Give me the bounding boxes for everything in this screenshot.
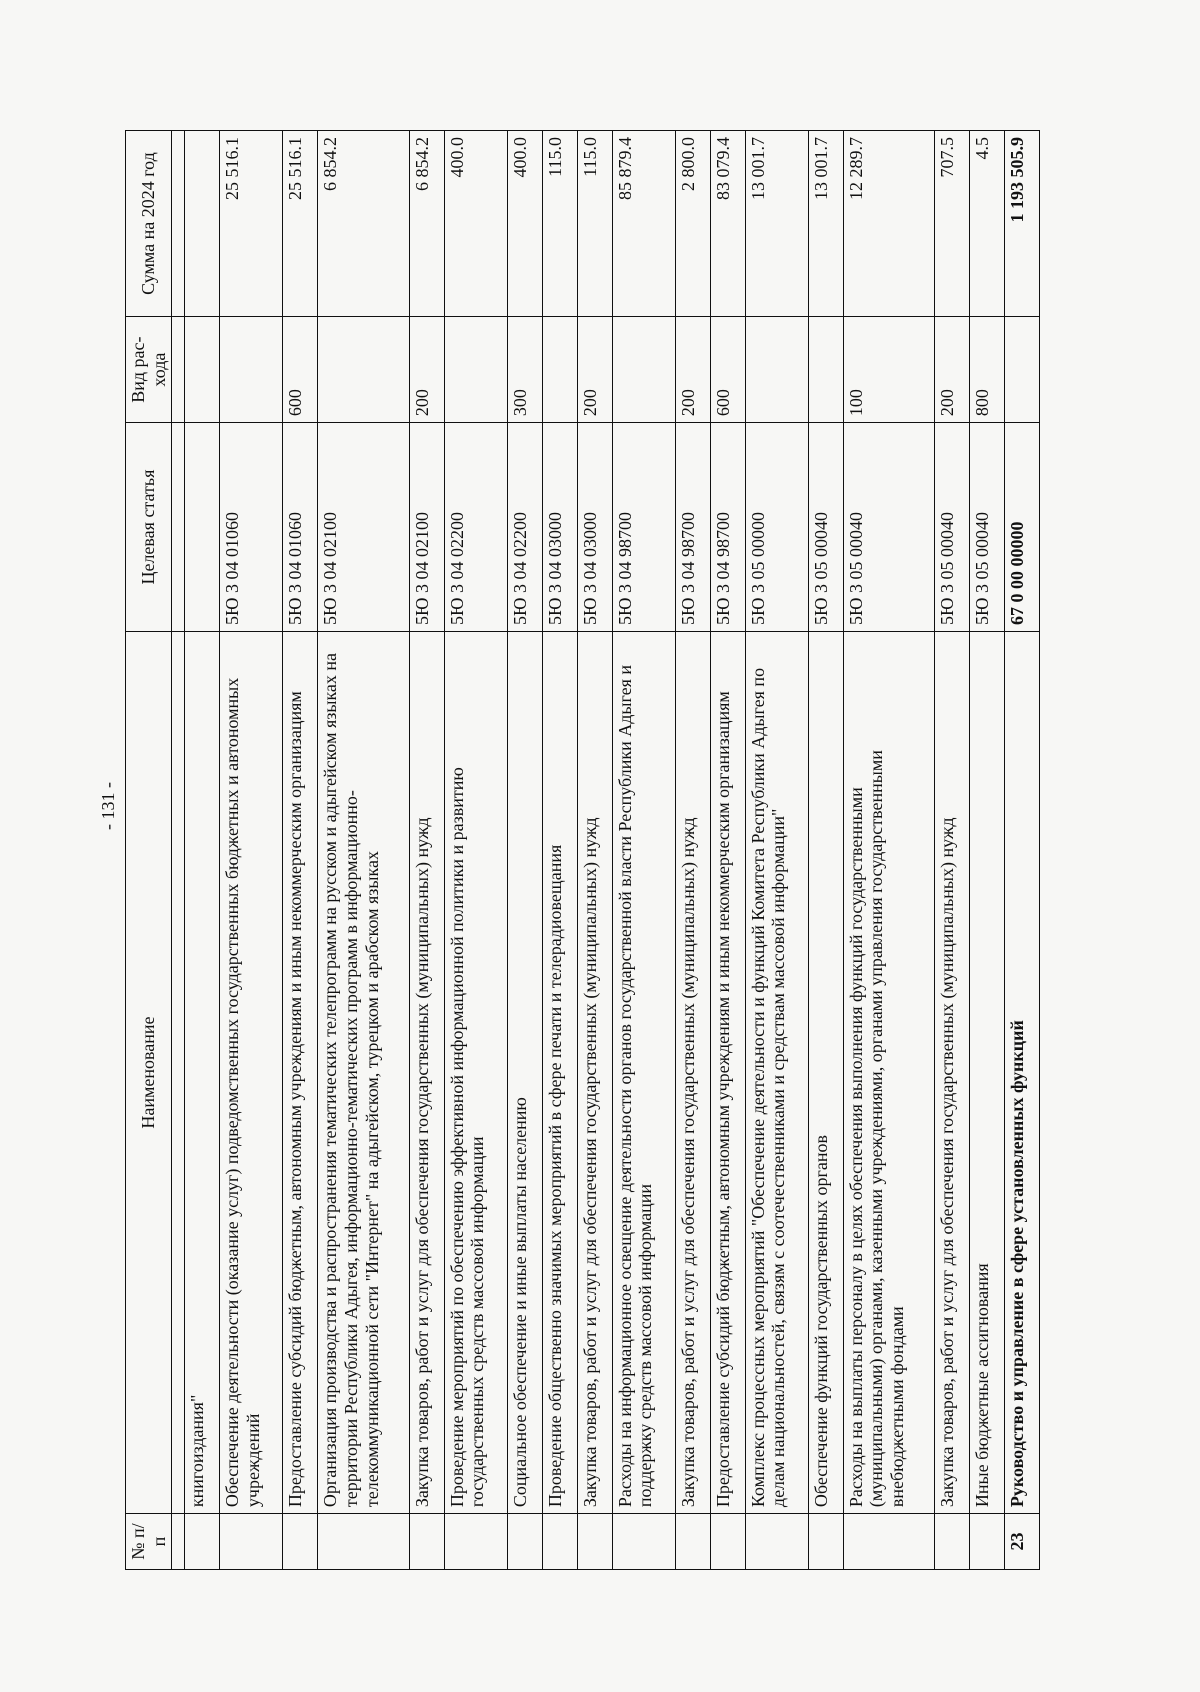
- row-number-cell: [843, 1514, 934, 1570]
- rotated-table-wrapper: [125, 130, 1040, 1570]
- code-cell: 5Ю 3 05 00040: [934, 423, 969, 632]
- code-cell: 5Ю 3 04 02200: [507, 423, 542, 632]
- row-number-cell: [220, 1514, 283, 1570]
- name-cell: Предоставление субсидий бюджетным, автономным учреждениям и иным некоммерческим организациям: [710, 631, 745, 1513]
- table-row: [220, 131, 283, 1570]
- header-type: Вид рас- хода: [126, 317, 172, 423]
- amount-cell: 400.0: [444, 131, 507, 317]
- row-number-cell: [283, 1514, 318, 1570]
- name-cell: Организация производства и распространения тематических телепрограмм на русском и адыгейском языках на территории Республики Адыгея, информационно-тематических программ в информационно-телекоммуникационной сети "Интернет" на адыгейском, турецком и арабском языках: [318, 631, 409, 1513]
- name-cell: Комплекс процессных мероприятий "Обеспечение деятельности и функций Комитета Республики Адыгея по делам национальностей, связям с соотечественниками и средствам массовой информации": [745, 631, 808, 1513]
- table-row: [745, 131, 808, 1570]
- table-row: [542, 131, 577, 1570]
- row-number-cell: 23: [1004, 1514, 1039, 1570]
- name-cell: Расходы на выплаты персоналу в целях обеспечения выполнения функций государственными (муниципальными) органами, казенными учреждениями, органами управления государственными внебюджетными фондами: [843, 631, 934, 1513]
- amount-cell: 115.0: [542, 131, 577, 317]
- code-cell: 5Ю 3 04 02100: [409, 423, 444, 632]
- type-cell: 800: [969, 317, 1004, 423]
- amount-cell: 6 854.2: [318, 131, 409, 317]
- name-cell: Предоставление субсидий бюджетным, автономным учреждениям и иным некоммерческим организациям: [283, 631, 318, 1513]
- row-number-cell: [444, 1514, 507, 1570]
- row-number-cell: [409, 1514, 444, 1570]
- table-row: [409, 131, 444, 1570]
- header-name: Наименование: [126, 631, 172, 1513]
- code-cell: 5Ю 3 05 00040: [969, 423, 1004, 632]
- code-cell: 5Ю 3 04 98700: [710, 423, 745, 632]
- table-row: [843, 131, 934, 1570]
- table-row: [934, 131, 969, 1570]
- header-no: № п/п: [126, 1514, 172, 1570]
- row-number-cell: [745, 1514, 808, 1570]
- table-row: [444, 131, 507, 1570]
- table-row: [710, 131, 745, 1570]
- type-cell: [745, 317, 808, 423]
- amount-cell: 25 516.1: [283, 131, 318, 317]
- row-number-cell: [934, 1514, 969, 1570]
- table-row: [969, 131, 1004, 1570]
- name-cell: Обеспечение деятельности (оказание услуг) подведомственных государственных бюджетных и автономных учреждений: [220, 631, 283, 1513]
- name-cell: Руководство и управление в сфере установленных функций: [1004, 631, 1039, 1513]
- name-cell: Иные бюджетные ассигнования: [969, 631, 1004, 1513]
- name-cell: Закупка товаров, работ и услуг для обеспечения государственных (муниципальных) нужд: [409, 631, 444, 1513]
- name-cell: Социальное обеспечение и иные выплаты населению: [507, 631, 542, 1513]
- code-cell: 5Ю 3 04 98700: [612, 423, 675, 632]
- code-cell: 5Ю 3 04 01060: [220, 423, 283, 632]
- table-row: [577, 131, 612, 1570]
- page-number: - 131 -: [98, 782, 118, 830]
- table-row: [507, 131, 542, 1570]
- type-cell: [185, 317, 220, 423]
- name-cell: Закупка товаров, работ и услуг для обеспечения государственных (муниципальных) нужд: [675, 631, 710, 1513]
- amount-cell: 6 854.2: [409, 131, 444, 317]
- type-cell: [542, 317, 577, 423]
- type-cell: [612, 317, 675, 423]
- table-row: [283, 131, 318, 1570]
- amount-cell: 707.5: [934, 131, 969, 317]
- type-cell: 300: [507, 317, 542, 423]
- amount-cell: 85 879.4: [612, 131, 675, 317]
- amount-cell: [185, 131, 220, 317]
- code-cell: 5Ю 3 04 02100: [318, 423, 409, 632]
- row-number-cell: [542, 1514, 577, 1570]
- amount-cell: 400.0: [507, 131, 542, 317]
- table-header-row: [126, 131, 172, 1570]
- amount-cell: 2 800.0: [675, 131, 710, 317]
- type-cell: 600: [710, 317, 745, 423]
- row-number-cell: [612, 1514, 675, 1570]
- row-number-cell: [808, 1514, 843, 1570]
- amount-cell: 1 193 505.9: [1004, 131, 1039, 317]
- table-row: [185, 131, 220, 1570]
- row-number-cell: [577, 1514, 612, 1570]
- type-cell: [444, 317, 507, 423]
- type-cell: 100: [843, 317, 934, 423]
- type-cell: 200: [934, 317, 969, 423]
- row-number-cell: [185, 1514, 220, 1570]
- amount-cell: 83 079.4: [710, 131, 745, 317]
- type-cell: [318, 317, 409, 423]
- code-cell: 5Ю 3 04 02200: [444, 423, 507, 632]
- header-separator-row: [172, 131, 185, 1570]
- type-cell: [808, 317, 843, 423]
- total-row: [1004, 131, 1039, 1570]
- header-sum: Сумма на 2024 год: [126, 131, 172, 317]
- row-number-cell: [969, 1514, 1004, 1570]
- amount-cell: 13 001.7: [745, 131, 808, 317]
- type-cell: 200: [577, 317, 612, 423]
- code-cell: 5Ю 3 04 98700: [675, 423, 710, 632]
- type-cell: [1004, 317, 1039, 423]
- code-cell: 5Ю 3 05 00040: [843, 423, 934, 632]
- table-row: [808, 131, 843, 1570]
- amount-cell: 25 516.1: [220, 131, 283, 317]
- table-row: [612, 131, 675, 1570]
- row-number-cell: [507, 1514, 542, 1570]
- type-cell: 600: [283, 317, 318, 423]
- amount-cell: 4.5: [969, 131, 1004, 317]
- type-cell: [220, 317, 283, 423]
- table-row: [675, 131, 710, 1570]
- name-cell: книгоиздания": [185, 631, 220, 1513]
- name-cell: Проведение мероприятий по обеспечению эффективной информационной политики и развитию государственных средств массовой информации: [444, 631, 507, 1513]
- amount-cell: 115.0: [577, 131, 612, 317]
- type-cell: 200: [409, 317, 444, 423]
- name-cell: Расходы на информационное освещение деятельности органов государственной власти Республики Адыгея и поддержку средств массовой информации: [612, 631, 675, 1513]
- code-cell: 5Ю 3 05 00000: [745, 423, 808, 632]
- code-cell: [185, 423, 220, 632]
- budget-table: [125, 130, 1040, 1570]
- code-cell: 5Ю 3 04 03000: [542, 423, 577, 632]
- table-row: [318, 131, 409, 1570]
- name-cell: Проведение общественно значимых мероприятий в сфере печати и телерадиовещания: [542, 631, 577, 1513]
- code-cell: 5Ю 3 04 01060: [283, 423, 318, 632]
- row-number-cell: [710, 1514, 745, 1570]
- name-cell: Закупка товаров, работ и услуг для обеспечения государственных (муниципальных) нужд: [934, 631, 969, 1513]
- code-cell: 5Ю 3 04 03000: [577, 423, 612, 632]
- code-cell: 5Ю 3 05 00040: [808, 423, 843, 632]
- amount-cell: 13 001.7: [808, 131, 843, 317]
- header-code: Целевая статья: [126, 423, 172, 632]
- row-number-cell: [318, 1514, 409, 1570]
- type-cell: 200: [675, 317, 710, 423]
- code-cell: 67 0 00 00000: [1004, 423, 1039, 632]
- name-cell: Закупка товаров, работ и услуг для обеспечения государственных (муниципальных) нужд: [577, 631, 612, 1513]
- name-cell: Обеспечение функций государственных органов: [808, 631, 843, 1513]
- amount-cell: 12 289.7: [843, 131, 934, 317]
- row-number-cell: [675, 1514, 710, 1570]
